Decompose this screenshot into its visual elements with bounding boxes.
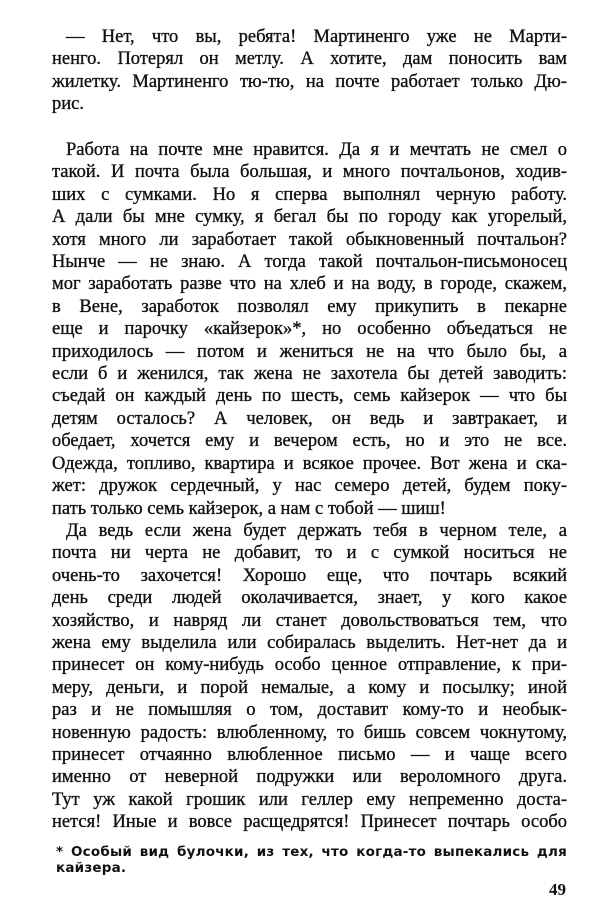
text-line: жена ему выделила или собиралась выделить. Нет-нет да и (52, 632, 567, 653)
text-line: мог заработать разве что на хлеб и на воду, в городе, скажем, (52, 274, 567, 295)
paragraph-2-and-3 (52, 139, 567, 834)
text-line: день среди людей околачивается, знает, у кого какое (52, 588, 567, 609)
text-line: жет: дружок сердечный, у нас семеро детей, будем поку- (52, 476, 567, 497)
text-line: А дали бы мне сумку, я бегал бы по городу как угорелый, (52, 207, 567, 228)
text-line: Нынче — не знаю. А тогда такой почтальон-письмоносец (52, 252, 567, 273)
text-line: — Нет, что вы, ребята! Мартиненго уже не Марти- (66, 27, 567, 47)
text-line: хотя много ли заработает такой обыкновенный почтальон? (52, 229, 567, 250)
footnote: * Особый вид булочки, из тех, что когда-то выпекались для кайзера. (56, 844, 567, 876)
text-line: принесет он кому-нибудь особо ценное отправление, к при- (52, 655, 567, 676)
text-line: еще и парочку «кайзерок»*, но особенно объедаться не (52, 319, 567, 340)
text-line: Да ведь если жена будет держать тебя в черном теле, а (66, 520, 567, 541)
text-line: меру, деньги, и порой немалые, а кому и посылку; иной (52, 677, 567, 698)
text-line: съедай он каждый день по шесть, семь кайзерок — что бы (52, 386, 567, 407)
text-line: Тут уж какой грошик или геллер ему непременно доста- (52, 789, 567, 810)
text-line: именно от неверной подружки или вероломного друга. (52, 767, 567, 788)
text-line: принесет отчаянно влюбленное письмо — и чаще всего (52, 744, 567, 765)
text-line: если б и женился, так жена не захотела бы детей заводить: (52, 364, 567, 385)
text-line: пать только семь кайзерок, а нам с тобой — шиш! (52, 498, 446, 519)
text-line: очень-то захочется! Хорошо еще, что почтарь всякий (52, 565, 567, 586)
text-line: раз и не помышляя о том, доставит кому-то и необык- (52, 700, 567, 721)
text-line: жилетку. Мартиненго тю-тю, на почте работает только Дю- (52, 71, 567, 92)
text-line: обедает, хочется ему и вечером есть, но и это не все. (52, 431, 567, 452)
text-line: такой. И почта была большая, и много почтальонов, ходив- (52, 162, 567, 183)
paragraph-1 (52, 26, 567, 116)
text-line: детям осталось? А человек, он ведь и завтракает, и (52, 408, 567, 429)
text-line: хозяйство, и навряд ли станет довольствоваться тем, что (52, 610, 567, 631)
text-line: в Вене, заработок позволял ему прикупить в пекарне (52, 296, 567, 317)
text-line: ших с сумками. Но я сперва выполнял черную работу. (52, 184, 567, 205)
text-line: Одежда, топливо, квартира и всякое прочее. Вот жена и ска- (52, 453, 567, 474)
text-line: Работа на почте мне нравится. Да я и мечтать не смел о (66, 140, 567, 160)
text-line: почта ни черта не добавит, то и с сумкой носиться не (52, 543, 567, 564)
page-number: 49 (549, 880, 566, 899)
text-line: приходилось — потом и жениться не на что было бы, а (52, 341, 567, 362)
text-line: новенную радость: влюбленному, то бишь совсем чокнутому, (52, 722, 567, 743)
text-line: рис. (52, 94, 84, 115)
text-line: ненго. Потерял он метлу. А хотите, дам поносить вам (52, 49, 567, 70)
text-line: нется! Иные и вовсе расщедрятся! Принесет почтарь особо (52, 812, 567, 833)
